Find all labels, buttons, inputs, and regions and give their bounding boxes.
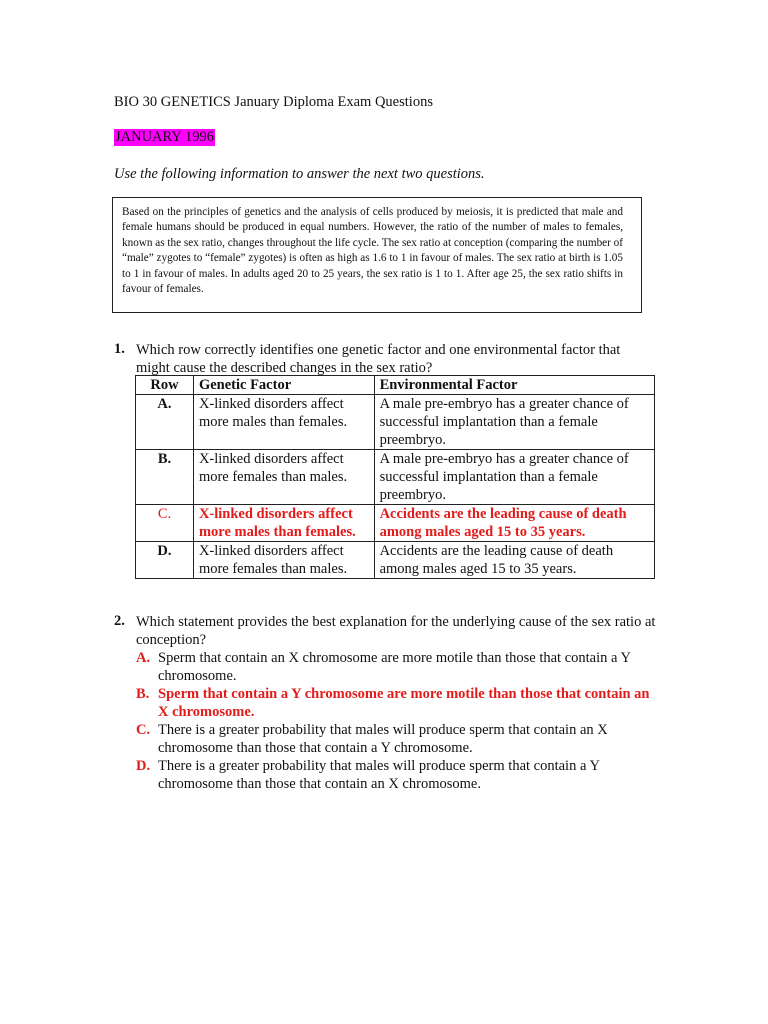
genetic-factor-cell: X-linked disorders affect more males than females. — [193, 395, 374, 450]
option-text: There is a greater probability that males will produce sperm that contain a Y chromosome than those that contain an X chromosome. — [158, 758, 600, 792]
option-c — [136, 721, 656, 757]
question-1-text: Which row correctly identifies one genetic factor and one environmental factor that might cause the described changes in the sex ratio? — [136, 342, 621, 376]
table-header-row — [136, 376, 655, 395]
option-d — [136, 757, 656, 793]
option-letter: D. — [136, 758, 151, 774]
column-header-environmental: Environmental Factor — [374, 376, 654, 395]
genetic-factor-cell: X-linked disorders affect more females than males. — [193, 450, 374, 505]
option-a — [136, 649, 656, 685]
exam-date-highlight: JANUARY 1996 — [115, 129, 214, 145]
option-text: Sperm that contain an X chromosome are more motile than those that contain a Y chromosome. — [158, 650, 631, 684]
column-header-row: Row — [136, 376, 194, 395]
option-letter: C. — [136, 722, 151, 738]
row-letter: B. — [136, 450, 194, 505]
table-row-correct-answer — [136, 505, 655, 542]
option-text: There is a greater probability that males will produce sperm that contain an X chromosome than those that contain a Y chromosome. — [158, 722, 608, 756]
genetic-factor-cell: X-linked disorders affect more females than males. — [193, 542, 374, 579]
answer-table — [135, 375, 655, 579]
option-b-correct — [136, 685, 656, 721]
option-text: Sperm that contain a Y chromosome are more motile than those that contain an X chromosome. — [158, 686, 650, 720]
question-2-number: 2. — [114, 613, 125, 629]
table-row — [136, 450, 655, 505]
table-row — [136, 395, 655, 450]
instruction-text: Use the following information to answer the next two questions. — [114, 166, 485, 182]
question-2-text: Which statement provides the best explanation for the underlying cause of the sex ratio at conception? — [136, 614, 656, 648]
info-box: Based on the principles of genetics and the analysis of cells produced by meiosis, it is predicted that male and female humans should be produced in equal numbers. However, the ratio of the number of males to females, known as the sex ratio, changes throughout the life cycle. The sex ratio at conception (comparing the number of “male” zygotes to “female” zygotes) is often as high as 1.6 to 1 in favour of males. The sex ratio at birth is 1.05 to 1 in favour of males. In adults aged 20 to 25 years, the sex ratio is 1 to 1. After age 25, the sex ratio shifts in favour of females. — [112, 197, 642, 313]
environmental-factor-cell: A male pre-embryo has a greater chance of successful implantation than a female preembryo. — [374, 395, 654, 450]
environmental-factor-cell: Accidents are the leading cause of death among males aged 15 to 35 years. — [374, 505, 654, 542]
row-letter: A. — [136, 395, 194, 450]
environmental-factor-cell: Accidents are the leading cause of death among males aged 15 to 35 years. — [374, 542, 654, 579]
row-letter: C. — [136, 505, 194, 542]
table-row — [136, 542, 655, 579]
option-letter: A. — [136, 650, 151, 666]
option-letter: B. — [136, 686, 150, 702]
row-letter: D. — [136, 542, 194, 579]
environmental-factor-cell: A male pre-embryo has a greater chance of successful implantation than a female preembryo. — [374, 450, 654, 505]
page-title: BIO 30 GENETICS January Diploma Exam Questions — [114, 94, 433, 110]
question-1-number: 1. — [114, 341, 125, 357]
column-header-genetic: Genetic Factor — [193, 376, 374, 395]
genetic-factor-cell: X-linked disorders affect more males than females. — [193, 505, 374, 542]
